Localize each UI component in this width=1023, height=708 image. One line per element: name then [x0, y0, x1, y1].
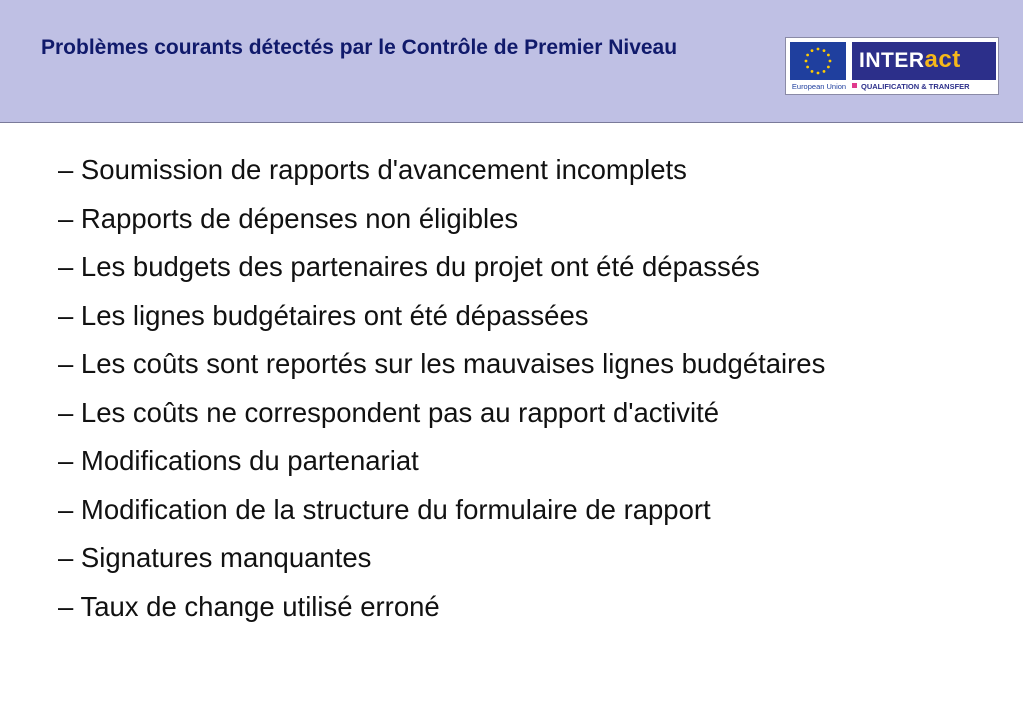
- eu-star: [829, 60, 832, 63]
- logo-brand-main: INTER: [859, 49, 925, 72]
- logo-tagline: [852, 82, 970, 91]
- eu-star: [827, 54, 830, 57]
- list-item: – Les lignes budgétaires ont été dépassées: [58, 299, 589, 331]
- logo-band: [852, 42, 996, 80]
- logo-tagline-text: QUALIFICATION & TRANSFER: [861, 82, 970, 91]
- eu-star: [827, 66, 830, 69]
- list-item: – Signatures manquantes: [58, 542, 372, 573]
- tagline-square-icon: [852, 83, 857, 88]
- eu-star: [806, 54, 809, 57]
- eu-star: [823, 49, 826, 52]
- list-item: – Les coûts ne correspondent pas au rapport d'activité: [58, 396, 720, 428]
- eu-star: [817, 72, 820, 75]
- logo-brand-accent: act: [924, 46, 961, 73]
- list-item: – Taux de change utilisé erroné: [58, 590, 440, 622]
- list-item: – Modification de la structure du formulaire de rapport: [58, 493, 711, 525]
- eu-star: [817, 48, 820, 51]
- list-item: – Les coûts sont reportés sur les mauvaises lignes budgétaires: [58, 348, 826, 379]
- eu-star: [811, 49, 814, 52]
- eu-star: [811, 70, 814, 73]
- logo-brand: [859, 47, 961, 74]
- interact-logo: [785, 37, 999, 95]
- list-item: – Les budgets des partenaires du projet ont été dépassés: [58, 251, 760, 282]
- eu-flag-icon: [790, 42, 846, 80]
- eu-star: [806, 66, 809, 69]
- eu-label: European Union: [791, 82, 847, 91]
- page-title: Problèmes courants détectés par le Contrôle de Premier Niveau: [41, 36, 678, 59]
- list-item: – Modifications du partenariat: [58, 445, 419, 476]
- list-item: – Rapports de dépenses non éligibles: [58, 202, 519, 234]
- eu-star: [823, 70, 826, 73]
- problem-list: [58, 152, 998, 637]
- eu-star: [805, 60, 808, 63]
- list-item: – Soumission de rapports d'avancement incomplets: [58, 154, 687, 185]
- slide-header: [0, 0, 1023, 123]
